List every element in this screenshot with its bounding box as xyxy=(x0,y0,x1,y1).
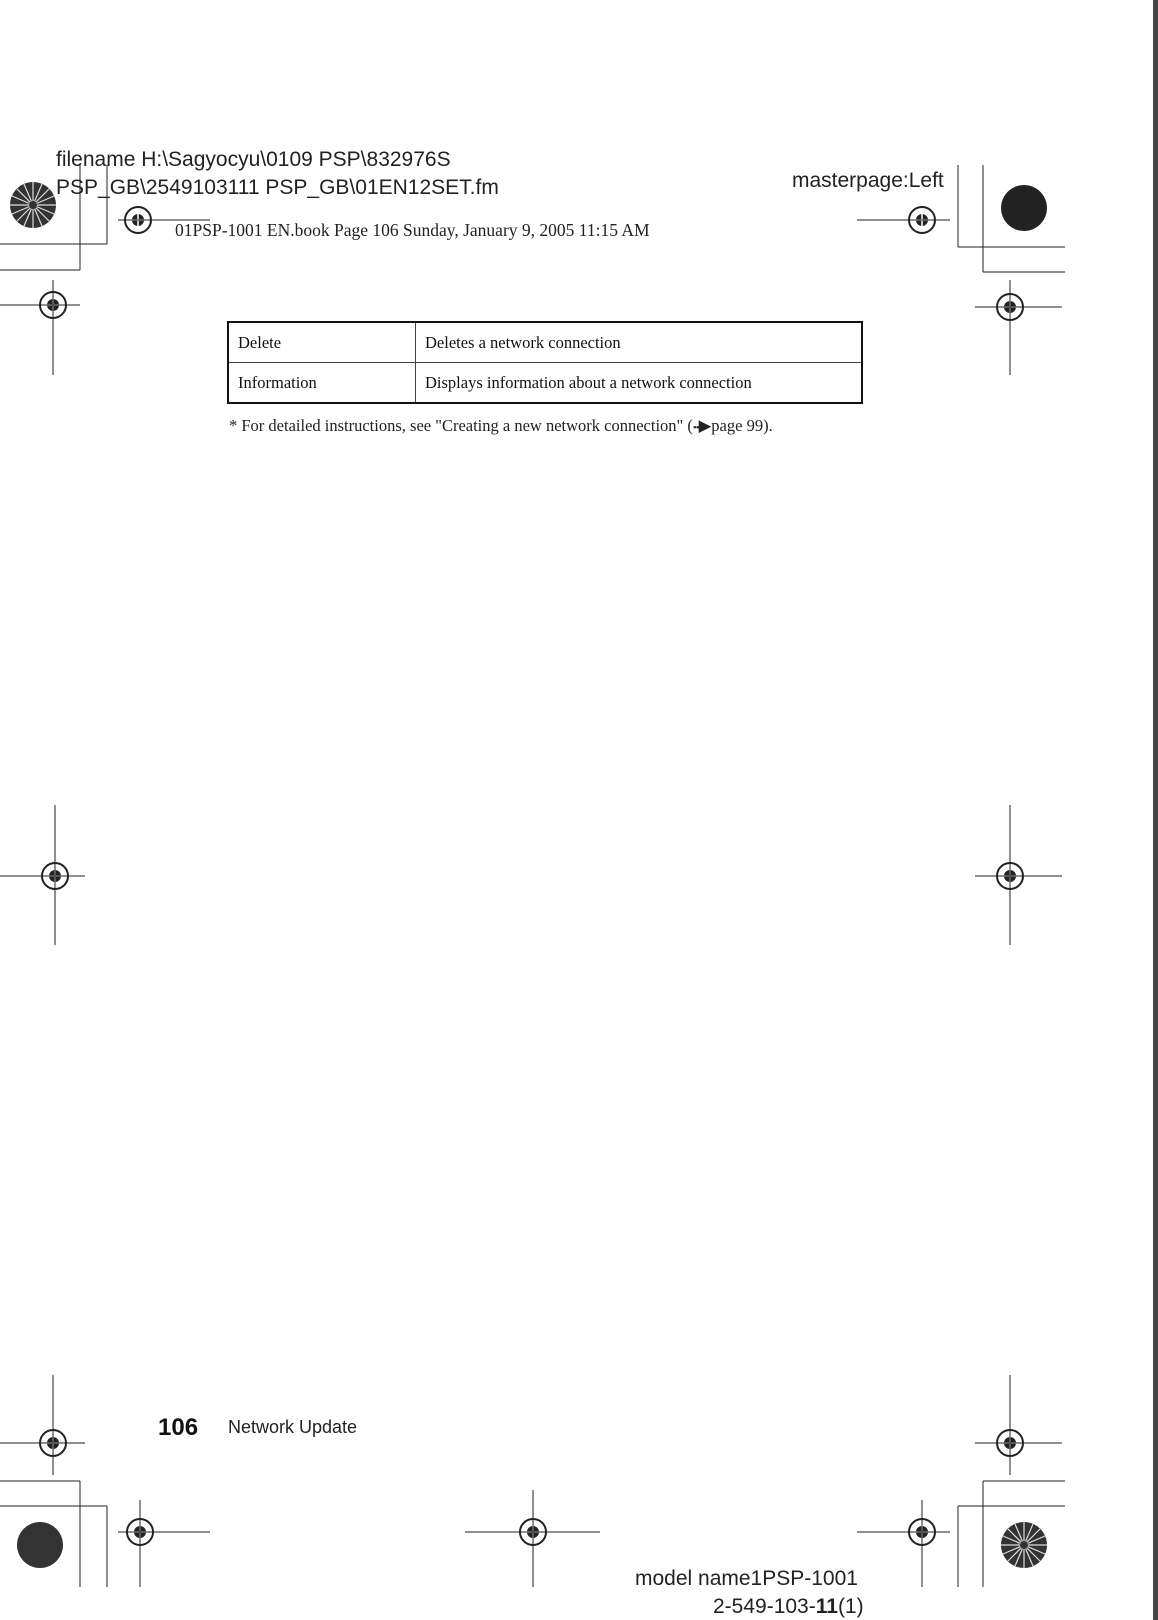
filename-line-2: PSP_GB\2549103111 PSP_GB\01EN12SET.fm xyxy=(56,176,499,199)
footnote xyxy=(229,416,773,436)
filename-header xyxy=(56,146,499,202)
model-code-bold: 11 xyxy=(815,1595,838,1618)
table-cell-item: Delete xyxy=(228,322,416,363)
filename-line-1: filename H:\Sagyocyu\0109 PSP\832976S xyxy=(56,148,451,171)
page-edge-shadow xyxy=(1153,0,1158,1620)
model-code-suffix: (1) xyxy=(837,1595,864,1618)
footnote-page-ref: page 99). xyxy=(711,416,773,435)
footnote-text: * For detailed instructions, see "Creating a new network connection" ( xyxy=(229,416,693,435)
book-info-line: 01PSP-1001 EN.book Page 106 Sunday, January 9, 2005 11:15 AM xyxy=(175,220,650,240)
masterpage-label: masterpage:Left xyxy=(792,169,944,192)
model-code-prefix: 2-549-103- xyxy=(713,1595,816,1618)
table-cell-description: Deletes a network connection xyxy=(416,322,863,363)
star-target-top-left-icon xyxy=(10,182,56,228)
table-row xyxy=(228,322,862,363)
table-cell-item: Information xyxy=(228,363,416,404)
star-target-bottom-left-icon xyxy=(17,1522,63,1568)
table-cell-description: Displays information about a network connection xyxy=(416,363,863,404)
star-target-bottom-right-icon xyxy=(1001,1522,1047,1568)
model-code xyxy=(713,1595,864,1619)
table-row xyxy=(228,363,862,404)
page-number: 106 xyxy=(158,1414,199,1441)
network-functions-table xyxy=(227,321,863,404)
page-ref-arrow-icon: •• xyxy=(692,422,699,434)
section-title: Network Update xyxy=(228,1417,358,1437)
star-target-top-right-icon xyxy=(1001,185,1047,231)
model-name: model name1PSP-1001 xyxy=(635,1567,858,1590)
page-ref-triangle-icon: ▶ xyxy=(698,416,712,435)
